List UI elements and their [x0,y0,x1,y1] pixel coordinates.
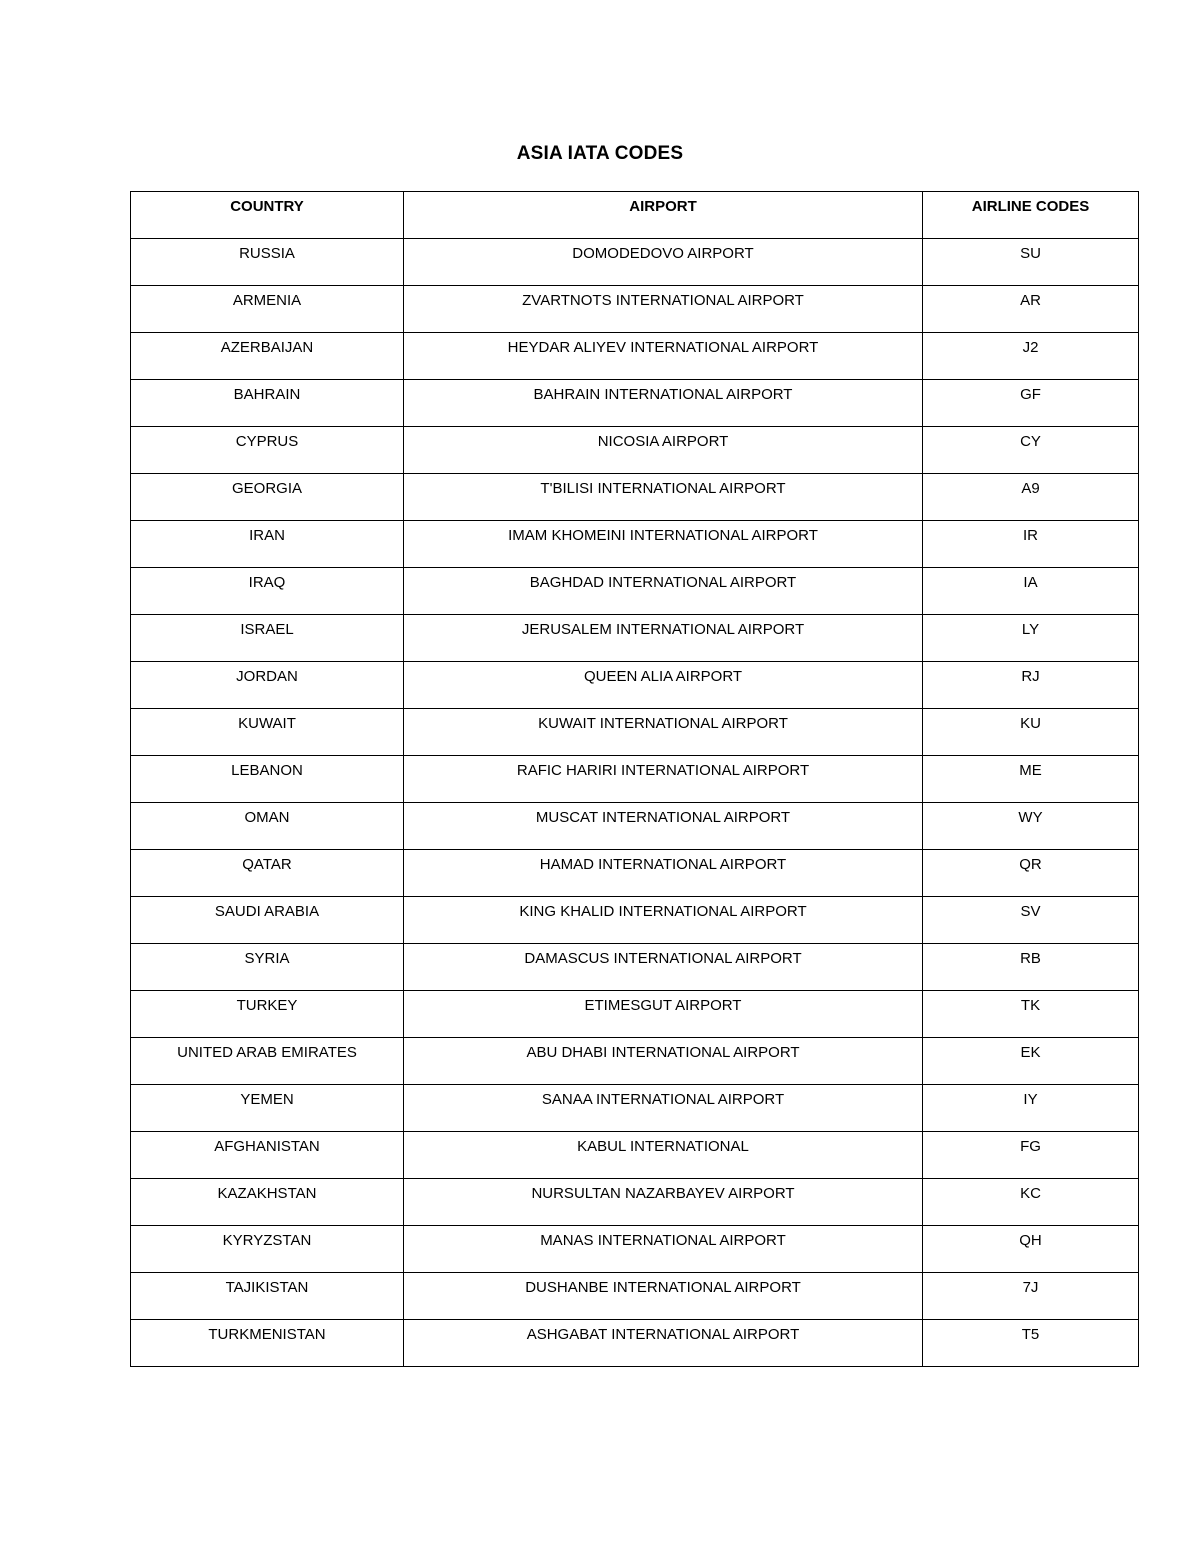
airport-cell: DOMODEDOVO AIRPORT [404,239,923,286]
airline-code-cell: T5 [923,1320,1139,1367]
airport-cell: HEYDAR ALIYEV INTERNATIONAL AIRPORT [404,333,923,380]
table-row [131,850,1139,897]
airline-code-cell: A9 [923,474,1139,521]
airline-code-cell: AR [923,286,1139,333]
airline-code-cell: KU [923,709,1139,756]
airport-cell: BAHRAIN INTERNATIONAL AIRPORT [404,380,923,427]
header-airport: AIRPORT [404,192,923,239]
table-row [131,239,1139,286]
table-row [131,568,1139,615]
country-cell: TURKEY [131,991,404,1038]
country-cell: SAUDI ARABIA [131,897,404,944]
airport-cell: NURSULTAN NAZARBAYEV AIRPORT [404,1179,923,1226]
table-row [131,474,1139,521]
airport-cell: BAGHDAD INTERNATIONAL AIRPORT [404,568,923,615]
page-title: ASIA IATA CODES [516,143,684,164]
airline-code-cell: SV [923,897,1139,944]
airline-code-cell: 7J [923,1273,1139,1320]
country-cell: CYPRUS [131,427,404,474]
country-cell: ARMENIA [131,286,404,333]
table-row [131,286,1139,333]
country-cell: BAHRAIN [131,380,404,427]
country-cell: YEMEN [131,1085,404,1132]
table-row [131,1132,1139,1179]
airport-cell: RAFIC HARIRI INTERNATIONAL AIRPORT [404,756,923,803]
airline-code-cell: QH [923,1226,1139,1273]
airport-cell: DAMASCUS INTERNATIONAL AIRPORT [404,944,923,991]
table-row [131,756,1139,803]
airport-cell: ETIMESGUT AIRPORT [404,991,923,1038]
airline-code-cell: SU [923,239,1139,286]
header-country: COUNTRY [131,192,404,239]
airline-code-cell: IR [923,521,1139,568]
airline-code-cell: IA [923,568,1139,615]
table-row [131,1179,1139,1226]
airport-cell: ZVARTNOTS INTERNATIONAL AIRPORT [404,286,923,333]
airport-cell: JERUSALEM INTERNATIONAL AIRPORT [404,615,923,662]
airline-code-cell: LY [923,615,1139,662]
airline-code-cell: FG [923,1132,1139,1179]
country-cell: KAZAKHSTAN [131,1179,404,1226]
country-cell: OMAN [131,803,404,850]
airline-code-cell: ME [923,756,1139,803]
country-cell: UNITED ARAB EMIRATES [131,1038,404,1085]
airline-code-cell: EK [923,1038,1139,1085]
airport-cell: ABU DHABI INTERNATIONAL AIRPORT [404,1038,923,1085]
airport-cell: HAMAD INTERNATIONAL AIRPORT [404,850,923,897]
airline-code-cell: QR [923,850,1139,897]
airport-cell: ASHGABAT INTERNATIONAL AIRPORT [404,1320,923,1367]
country-cell: GEORGIA [131,474,404,521]
airline-code-cell: RB [923,944,1139,991]
country-cell: RUSSIA [131,239,404,286]
country-cell: IRAQ [131,568,404,615]
country-cell: ISRAEL [131,615,404,662]
table-body [131,239,1139,1367]
table-row [131,1273,1139,1320]
airport-cell: KUWAIT INTERNATIONAL AIRPORT [404,709,923,756]
table-row [131,1085,1139,1132]
airline-code-cell: GF [923,380,1139,427]
airport-cell: DUSHANBE INTERNATIONAL AIRPORT [404,1273,923,1320]
table-row [131,709,1139,756]
country-cell: TURKMENISTAN [131,1320,404,1367]
table-row [131,662,1139,709]
table-row [131,803,1139,850]
airline-code-cell: CY [923,427,1139,474]
header-airline-codes: AIRLINE CODES [923,192,1139,239]
airport-cell: IMAM KHOMEINI INTERNATIONAL AIRPORT [404,521,923,568]
country-cell: QATAR [131,850,404,897]
country-cell: KYRYZSTAN [131,1226,404,1273]
table-row [131,380,1139,427]
table-row [131,521,1139,568]
table-row [131,333,1139,380]
airline-code-cell: TK [923,991,1139,1038]
table-row [131,615,1139,662]
airport-cell: KABUL INTERNATIONAL [404,1132,923,1179]
country-cell: AFGHANISTAN [131,1132,404,1179]
country-cell: LEBANON [131,756,404,803]
airport-cell: MUSCAT INTERNATIONAL AIRPORT [404,803,923,850]
country-cell: IRAN [131,521,404,568]
table-row [131,1226,1139,1273]
airline-code-cell: RJ [923,662,1139,709]
country-cell: AZERBAIJAN [131,333,404,380]
iata-codes-table [130,191,1139,1367]
airport-cell: MANAS INTERNATIONAL AIRPORT [404,1226,923,1273]
table-header-row [131,192,1139,239]
country-cell: TAJIKISTAN [131,1273,404,1320]
airline-code-cell: IY [923,1085,1139,1132]
airline-code-cell: KC [923,1179,1139,1226]
table-row [131,427,1139,474]
country-cell: JORDAN [131,662,404,709]
table-row [131,1320,1139,1367]
table-row [131,991,1139,1038]
country-cell: SYRIA [131,944,404,991]
airline-code-cell: WY [923,803,1139,850]
airport-cell: KING KHALID INTERNATIONAL AIRPORT [404,897,923,944]
airport-cell: QUEEN ALIA AIRPORT [404,662,923,709]
table-row [131,897,1139,944]
country-cell: KUWAIT [131,709,404,756]
airline-code-cell: J2 [923,333,1139,380]
airport-cell: NICOSIA AIRPORT [404,427,923,474]
airport-cell: T'BILISI INTERNATIONAL AIRPORT [404,474,923,521]
table-row [131,1038,1139,1085]
airport-cell: SANAA INTERNATIONAL AIRPORT [404,1085,923,1132]
table-row [131,944,1139,991]
